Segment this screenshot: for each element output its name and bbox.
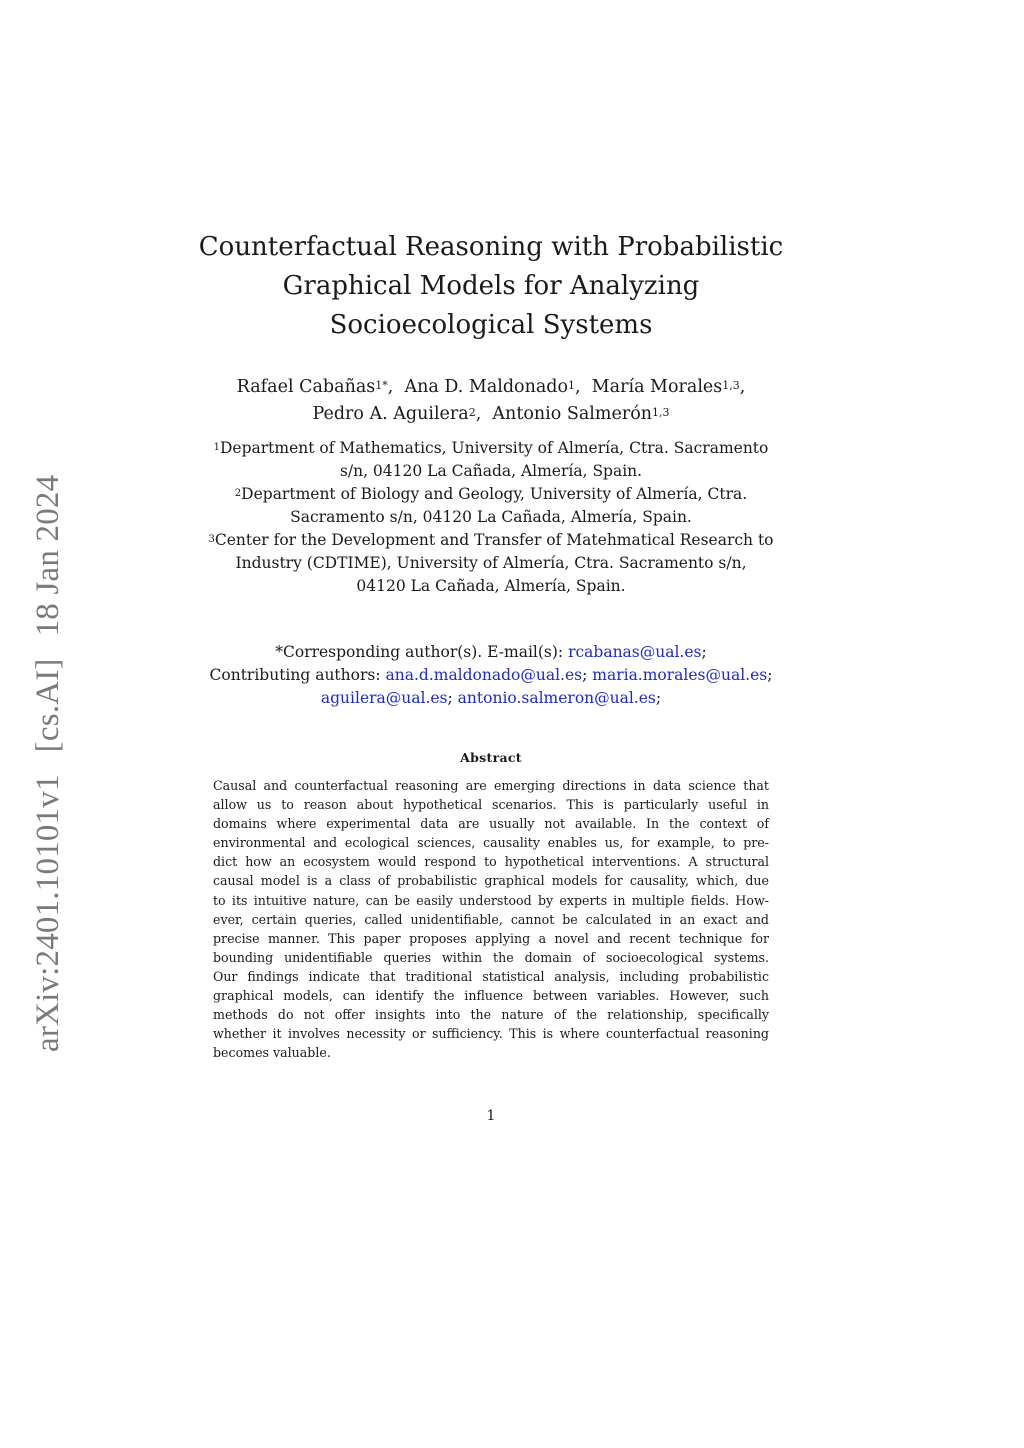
contributing-line: Contributing authors: ana.d.maldonado@ual.es; maria.morales@ual.es; <box>209 666 773 684</box>
contributing-label: Contributing authors: <box>209 666 381 684</box>
email-link[interactable]: antonio.salmeron@ual.es <box>457 689 656 707</box>
arxiv-identifier-stamp <box>30 452 66 1052</box>
affiliation-continued: s/n, 04120 La Cañada, Almería, Spain. <box>339 462 643 480</box>
abstract-line: methods do not offer insights into the nature of the relationship, specifically <box>213 1007 769 1023</box>
abstract-line: environmental and ecological sciences, causality enables us, for example, to pre- <box>213 835 769 851</box>
title-line: Counterfactual Reasoning with Probabilistic <box>198 232 784 262</box>
email-link[interactable]: aguilera@ual.es <box>320 689 448 707</box>
abstract-line: bounding unidentifiable queries within the domain of socioecological systems. <box>213 949 769 965</box>
affiliation: $^1$Department of Mathematics, University of Almería, Ctra. Sacramento <box>213 439 769 457</box>
affiliation-continued: 04120 La Cañada, Almería, Spain. <box>356 577 626 595</box>
abstract-line: to its intuitive nature, can be easily understood by experts in multiple fields. How- <box>213 892 769 908</box>
corresponding-label: *Corresponding author(s). E-mail(s): <box>275 643 564 661</box>
abstract-line: precise manner. This paper proposes applying a novel and recent technique for <box>213 930 769 946</box>
affiliation-list <box>180 437 802 598</box>
arxiv-id: arXiv:2401.10101v1 <box>30 774 66 1052</box>
abstract-line: dict how an ecosystem would respond to hypothetical interventions. A structural <box>213 854 769 870</box>
abstract-line: becomes valuable. <box>213 1045 331 1061</box>
abstract-line: ever, certain queries, called unidentifiable, cannot be calculated in an exact and <box>213 911 769 927</box>
author: María Morales$^{1,3}$ <box>591 377 740 397</box>
abstract-line: allow us to reason about hypothetical scenarios. This is particularly useful in <box>213 797 769 813</box>
abstract-line: causal model is a class of probabilistic graphical models for causality, which, due <box>213 873 769 889</box>
abstract-line: Our findings indicate that traditional statistical analysis, including probabilistic <box>213 968 769 984</box>
abstract-heading: Abstract <box>460 750 522 765</box>
affiliation-continued: Sacramento s/n, 04120 La Cañada, Almería, Spain. <box>290 508 692 526</box>
abstract-line: graphical models, can identify the influence between variables. However, such <box>213 988 769 1004</box>
affiliation: $^2$Department of Biology and Geology, University of Almería, Ctra. <box>234 485 748 503</box>
abstract-line: whether it involves necessity or sufficiency. This is where counterfactual reasoning <box>213 1026 769 1042</box>
email-link[interactable]: rcabanas@ual.es <box>568 643 702 661</box>
title-line: Socioecological Systems <box>329 310 653 340</box>
author: Rafael Cabañas$^{1*}$ <box>236 377 388 397</box>
abstract-line: domains where experimental data are usually not available. In the context of <box>213 816 769 832</box>
email-link[interactable]: maria.morales@ual.es <box>592 666 768 684</box>
contributing-line: aguilera@ual.es; antonio.salmeron@ual.es; <box>320 689 662 707</box>
author: Pedro A. Aguilera$^2$ <box>312 404 476 424</box>
correspondence-block <box>170 641 812 710</box>
affiliation-continued: Industry (CDTIME), University of Almería, Ctra. Sacramento s/n, <box>235 554 747 572</box>
author: Antonio Salmerón$^{1,3}$ <box>492 404 670 424</box>
affiliation: $^3$Center for the Development and Transfer of Matehmatical Research to <box>208 531 774 549</box>
corresponding-line: *Corresponding author(s). E-mail(s): rcabanas@ual.es; <box>275 643 707 661</box>
paper-title <box>150 228 832 345</box>
arxiv-date: 18 Jan 2024 <box>30 474 66 637</box>
email-link[interactable]: ana.d.maldonado@ual.es <box>385 666 583 684</box>
author-list <box>150 374 832 428</box>
author-line: Pedro A. Aguilera$^2$, Antonio Salmerón$^{1,3}$ <box>312 404 670 424</box>
title-line: Graphical Models for Analyzing <box>282 271 700 301</box>
abstract-line: Causal and counterfactual reasoning are emerging directions in data science that <box>213 778 769 793</box>
author: Ana D. Maldonado$^1$ <box>404 377 576 397</box>
arxiv-category: [cs.AI] <box>30 658 66 753</box>
page-number: 1 <box>486 1108 496 1124</box>
abstract-body <box>213 776 769 1062</box>
author-line: Rafael Cabañas$^{1*}$, Ana D. Maldonado$^1$, María Morales$^{1,3}$, <box>236 377 746 397</box>
